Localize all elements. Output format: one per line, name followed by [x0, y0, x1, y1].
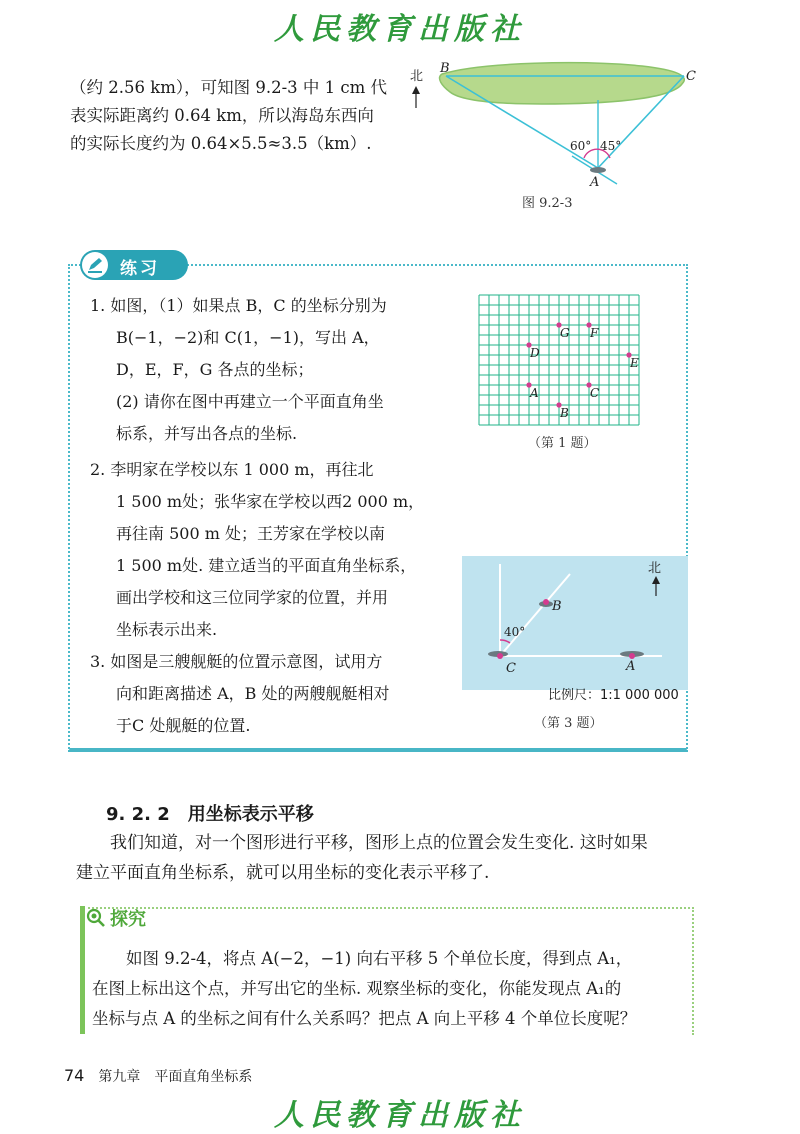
exercise-title: 练习	[120, 259, 160, 279]
q1-line: B(−1，−2)和 C(1，−1)，写出 A，	[116, 328, 380, 347]
section-line: 我们知道，对一个图形进行平移，图形上点的位置会发生变化. 这时如果	[110, 833, 648, 853]
point-b-dot	[543, 599, 549, 605]
section-heading	[106, 800, 332, 826]
ship-b-label: B	[552, 599, 562, 614]
magnifier-icon	[86, 908, 106, 928]
explore-top-border	[88, 907, 694, 909]
section-title: 用坐标表示平移	[187, 804, 314, 825]
grid-figure	[478, 294, 640, 426]
q1-line: 1. 如图，（1）如果点 B，C 的坐标分别为	[90, 296, 387, 315]
ship-north-label: 北	[648, 561, 662, 576]
intro-paragraph	[70, 74, 410, 158]
point-c-dot	[497, 653, 503, 659]
exercise-q3	[90, 646, 470, 742]
explore-line: 如图 9.2-4，将点 A(−2，−1) 向右平移 5 个单位长度，得到点 A₁，	[126, 949, 633, 968]
north-arrow-icon	[412, 86, 420, 94]
exercise-q2	[90, 454, 470, 646]
section-number: 9. 2. 2	[106, 804, 170, 825]
q2-line: 2. 李明家在学校以东 1 000 m，再往北	[90, 460, 374, 479]
angle-45-label: 45°	[600, 139, 622, 153]
q3-line: 于C 处舰艇的位置.	[116, 716, 251, 735]
q2-line: 坐标表示出来.	[116, 620, 218, 639]
explore-heading	[86, 905, 146, 931]
ship-figure	[462, 556, 688, 690]
page-footer	[64, 1066, 252, 1086]
ship-north-arrow-icon	[652, 576, 660, 584]
q1-line: (2) 请你在图中再建立一个平面直角坐	[116, 392, 384, 411]
figure-9-2-3-caption: 图 9.2-3	[522, 196, 573, 211]
ship-c-label: C	[506, 661, 516, 676]
exercise-badge	[80, 250, 188, 280]
grid-label-g: G	[560, 326, 570, 340]
q3-line: 3. 如图是三艘舰艇的位置示意图，试用方	[90, 652, 383, 671]
ship-angle-label: 40°	[504, 625, 526, 639]
publisher-footer: 人民教育出版社	[274, 1098, 526, 1133]
island-shape	[440, 63, 685, 104]
grid-label-f: F	[590, 326, 599, 340]
publisher-header: 人民教育出版社	[274, 12, 526, 47]
q3-line: 向和距离描述 A，B 处的两艘舰艇相对	[116, 684, 390, 703]
grid-label-d: D	[530, 346, 540, 360]
intro-line: （约 2.56 km），可知图 9.2-3 中 1 cm 代	[70, 78, 388, 97]
ship-a	[590, 167, 606, 173]
grid-figure-caption: （第 1 题）	[528, 436, 597, 451]
ship-figure-caption: （第 3 题）	[534, 716, 603, 731]
explore-paragraph	[92, 944, 692, 1034]
page-number: 74	[64, 1066, 85, 1085]
q2-line: 再往南 500 m 处；王芳家在学校以南	[116, 524, 385, 543]
explore-line: 坐标与点 A 的坐标之间有什么关系吗？把点 A 向上平移 4 个单位长度呢？	[92, 1009, 637, 1028]
point-a-label: A	[590, 175, 600, 190]
q2-line: 1 500 m处；张华家在学校以西2 000 m，	[116, 492, 425, 511]
grid-label-b: B	[560, 406, 569, 420]
grid-label-a: A	[530, 386, 539, 400]
north-label: 北	[410, 69, 424, 84]
point-c-label: C	[686, 69, 696, 84]
section-paragraph	[76, 828, 716, 888]
angle-40-arc	[500, 640, 510, 643]
q1-line: 标系，并写出各点的坐标.	[116, 424, 298, 443]
explore-right-border	[692, 907, 694, 1035]
explore-title: 探究	[110, 909, 146, 930]
intro-line: 表实际距离约 0.64 km，所以海岛东西向	[70, 106, 374, 125]
explore-bar	[80, 906, 85, 1034]
ship-scale: 比例尺：1:1 000 000	[548, 688, 679, 703]
ship-a-label: A	[626, 659, 636, 674]
section-line: 建立平面直角坐标系，就可以用坐标的变化表示平移了.	[76, 863, 490, 883]
exercise-q1	[90, 290, 470, 450]
chapter-title: 平面直角坐标系	[154, 1069, 253, 1085]
grid-label-e: E	[630, 356, 639, 370]
figure-9-2-3	[402, 60, 712, 210]
chapter-label: 第九章	[98, 1069, 141, 1085]
point-b-label: B	[440, 61, 450, 76]
intro-line: 的实际长度约为 0.64×5.5≈3.5（km）.	[70, 134, 372, 153]
angle-60-label: 60°	[570, 139, 592, 153]
pencil-icon	[82, 252, 108, 278]
q2-line: 1 500 m处. 建立适当的平面直角坐标系，	[116, 556, 417, 575]
cb-line	[500, 574, 570, 656]
grid-label-c: C	[590, 386, 600, 400]
q1-line: D，E，F，G 各点的坐标；	[116, 360, 314, 379]
q2-line: 画出学校和这三位同学家的位置，并用	[116, 588, 389, 607]
explore-line: 在图上标出这个点，并写出它的坐标. 观察坐标的变化，你能发现点 A₁的	[92, 979, 622, 998]
